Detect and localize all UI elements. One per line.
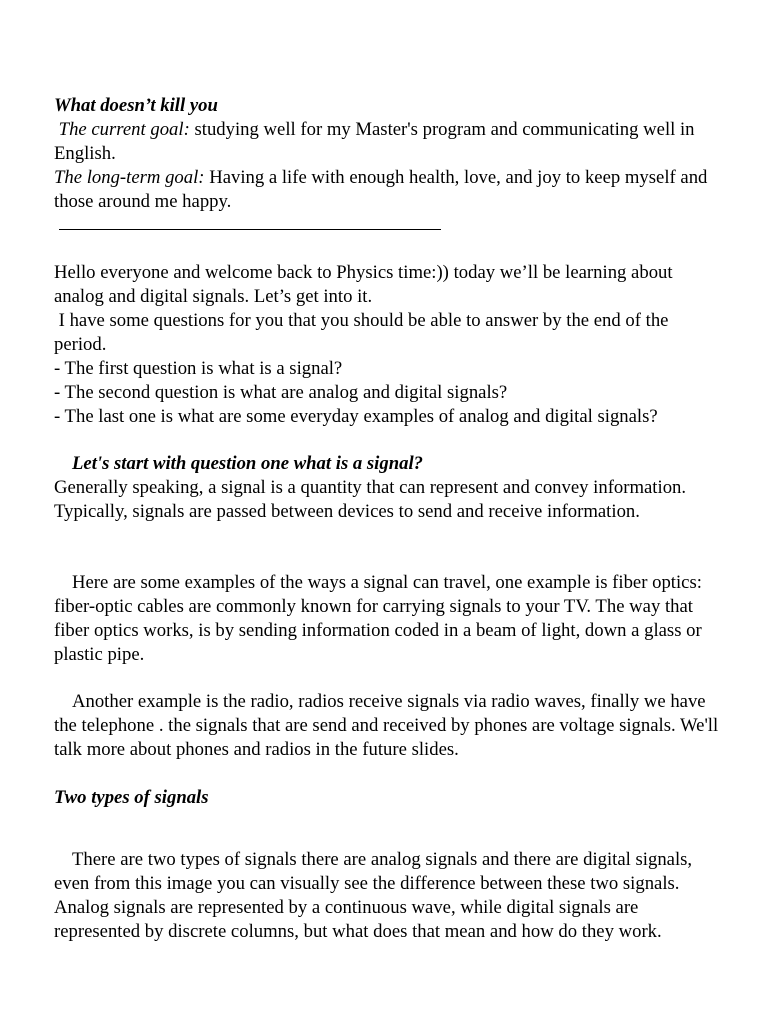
current-goal-label: The current goal: — [58, 119, 190, 140]
current-goal — [54, 118, 724, 166]
longterm-goal — [54, 166, 724, 214]
question-item-2: - The second question is what are analog and digital signals? — [54, 382, 508, 403]
fiber-optics-paragraph: Here are some examples of the ways a signal can travel, one example is fiber optics: fiber-optic cables are commonly known for carrying signals to your TV. The way that fiber optics works, is by sending information coded in a beam of light, down a glass or plastic pipe. — [54, 572, 707, 665]
questions-intro: I have some questions for you that you should be able to answer by the end of the period. — [54, 310, 674, 355]
radio-telephone-paragraph: Another example is the radio, radios receive signals via radio waves, finally we have the telephone . the signals that are send and received by phones are voltage signals. We'll talk more about phones and radios in the future slides. — [54, 691, 723, 760]
current-goal-text: studying well for my Master's program and communicating well in English. — [54, 119, 700, 164]
intro-paragraph: Hello everyone and welcome back to Physics time:)) today we’ll be learning about analog and digital signals. Let’s get into it. — [54, 262, 678, 307]
heading-two-types: Two types of signals — [54, 787, 209, 808]
heading-what-is-signal: Let's start with question one what is a signal? — [72, 453, 423, 474]
signal-definition-paragraph: Generally speaking, a signal is a quantity that can represent and convey information. Typically, signals are passed between devices to send and receive information. — [54, 477, 691, 522]
types-paragraph: There are two types of signals there are analog signals and there are digital signals, even from this image you can visually see the difference between these two signals. Analog signals are represented by a continuous wave, while digital signals are represented by discrete columns, but what does that mean and how do they work. — [54, 849, 697, 942]
question-item-1: - The first question is what is a signal? — [54, 358, 343, 379]
horizontal-divider — [59, 229, 441, 230]
question-item-3: - The last one is what are some everyday examples of analog and digital signals? — [54, 406, 658, 427]
longterm-goal-text: Having a life with enough health, love, and joy to keep myself and those around me happy. — [54, 167, 713, 212]
document-title: What doesn’t kill you — [54, 95, 218, 116]
longterm-goal-label: The long-term goal: — [54, 167, 205, 188]
